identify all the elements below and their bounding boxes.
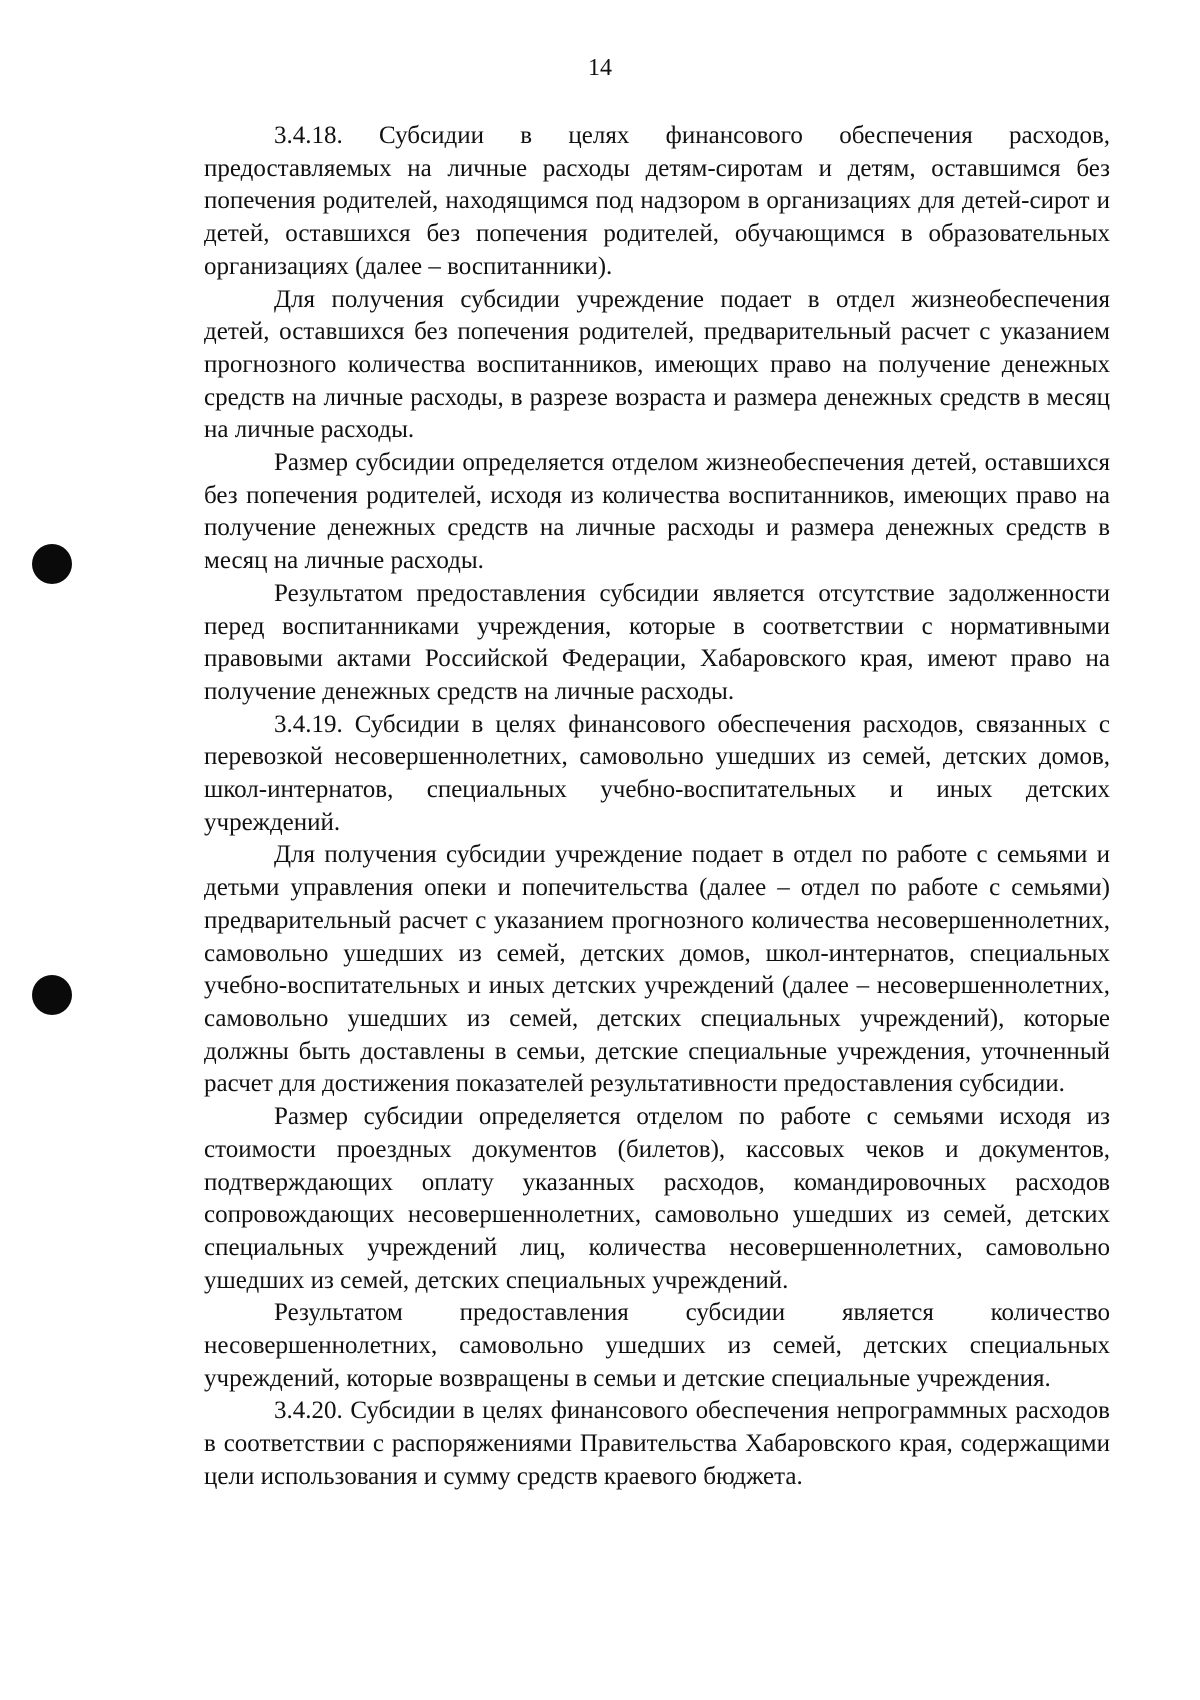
punch-hole-bottom (32, 975, 72, 1015)
punch-hole-top (32, 544, 72, 584)
page-number: 14 (588, 55, 612, 81)
paragraph-3-4-19: 3.4.19. Субсидии в целях финансового обеспечения расходов, связанных с перевозкой несовершеннолетних, самовольно ушедших из семей, детских домов, школ-интернатов, специальных учебно-воспитательных и иных детских учреждений. (204, 710, 1110, 836)
document-body (204, 120, 1110, 1494)
paragraph-application-procedure-2: Для получения субсидии учреждение подает в отдел по работе с семьями и детьми управления опеки и попечительства (далее – отдел по работе с семьями) предварительный расчет с указанием прогнозного количества несовершеннолетних, самовольно ушедших из семей, детских домов, школ-интернатов, специальных учебно-воспитательных и иных детских учреждений (далее – несовершеннолетних, самовольно ушедших из семей, детских специальных учреждений), которые должны быть доставлены в семьи, детские специальные учреждения, уточненный расчет для достижения показателей результативности предоставления субсидии. (204, 841, 1110, 1098)
paragraph-subsidy-result: Результатом предоставления субсидии является отсутствие задолженности перед воспитанниками учреждения, которые в соответствии с нормативными правовыми актами Российской Федерации, Хабаровского края, имеют право на получение денежных средств на личные расходы. (204, 579, 1110, 705)
paragraph-subsidy-amount: Размер субсидии определяется отделом жизнеобеспечения детей, оставшихся без попечения родителей, исходя из количества воспитанников, имеющих право на получение денежных средств на личные расходы и размера денежных средств в месяц на личные расходы. (204, 449, 1110, 575)
paragraph-subsidy-result-2: Результатом предоставления субсидии является количество несовершеннолетних, самовольно ушедших из семей, детских специальных учреждений, которые возвращены в семьи и детские специальные учреждения. (204, 1299, 1110, 1392)
paragraph-application-procedure: Для получения субсидии учреждение подает в отдел жизнеобеспечения детей, оставшихся без попечения родителей, предварительный расчет с указанием прогнозного количества воспитанников, имеющих право на получение денежных средств на личные расходы, в разрезе возраста и размера денежных средств в месяц на личные расходы. (204, 285, 1110, 444)
paragraph-subsidy-amount-2: Размер субсидии определяется отделом по работе с семьями исходя из стоимости проездных документов (билетов), кассовых чеков и документов, подтверждающих оплату указанных расходов, командировочных расходов сопровождающих несовершеннолетних, самовольно ушедших из семей, детских специальных учреждений лиц, количества несовершеннолетних, самовольно ушедших из семей, детских специальных учреждений. (204, 1103, 1110, 1294)
paragraph-3-4-18: 3.4.18. Субсидии в целях финансового обеспечения расходов, предоставляемых на личные расходы детям-сиротам и детям, оставшимся без попечения родителей, находящимся под надзором в организациях для детей-сирот и детей, оставшихся без попечения родителей, обучающимся в образовательных организациях (далее – воспитанники). (204, 122, 1110, 280)
paragraph-3-4-20: 3.4.20. Субсидии в целях финансового обеспечения непрограммных расходов в соответствии с распоряжениями Правительства Хабаровского края, содержащими цели использования и сумму средств краевого бюджета. (204, 1397, 1110, 1490)
